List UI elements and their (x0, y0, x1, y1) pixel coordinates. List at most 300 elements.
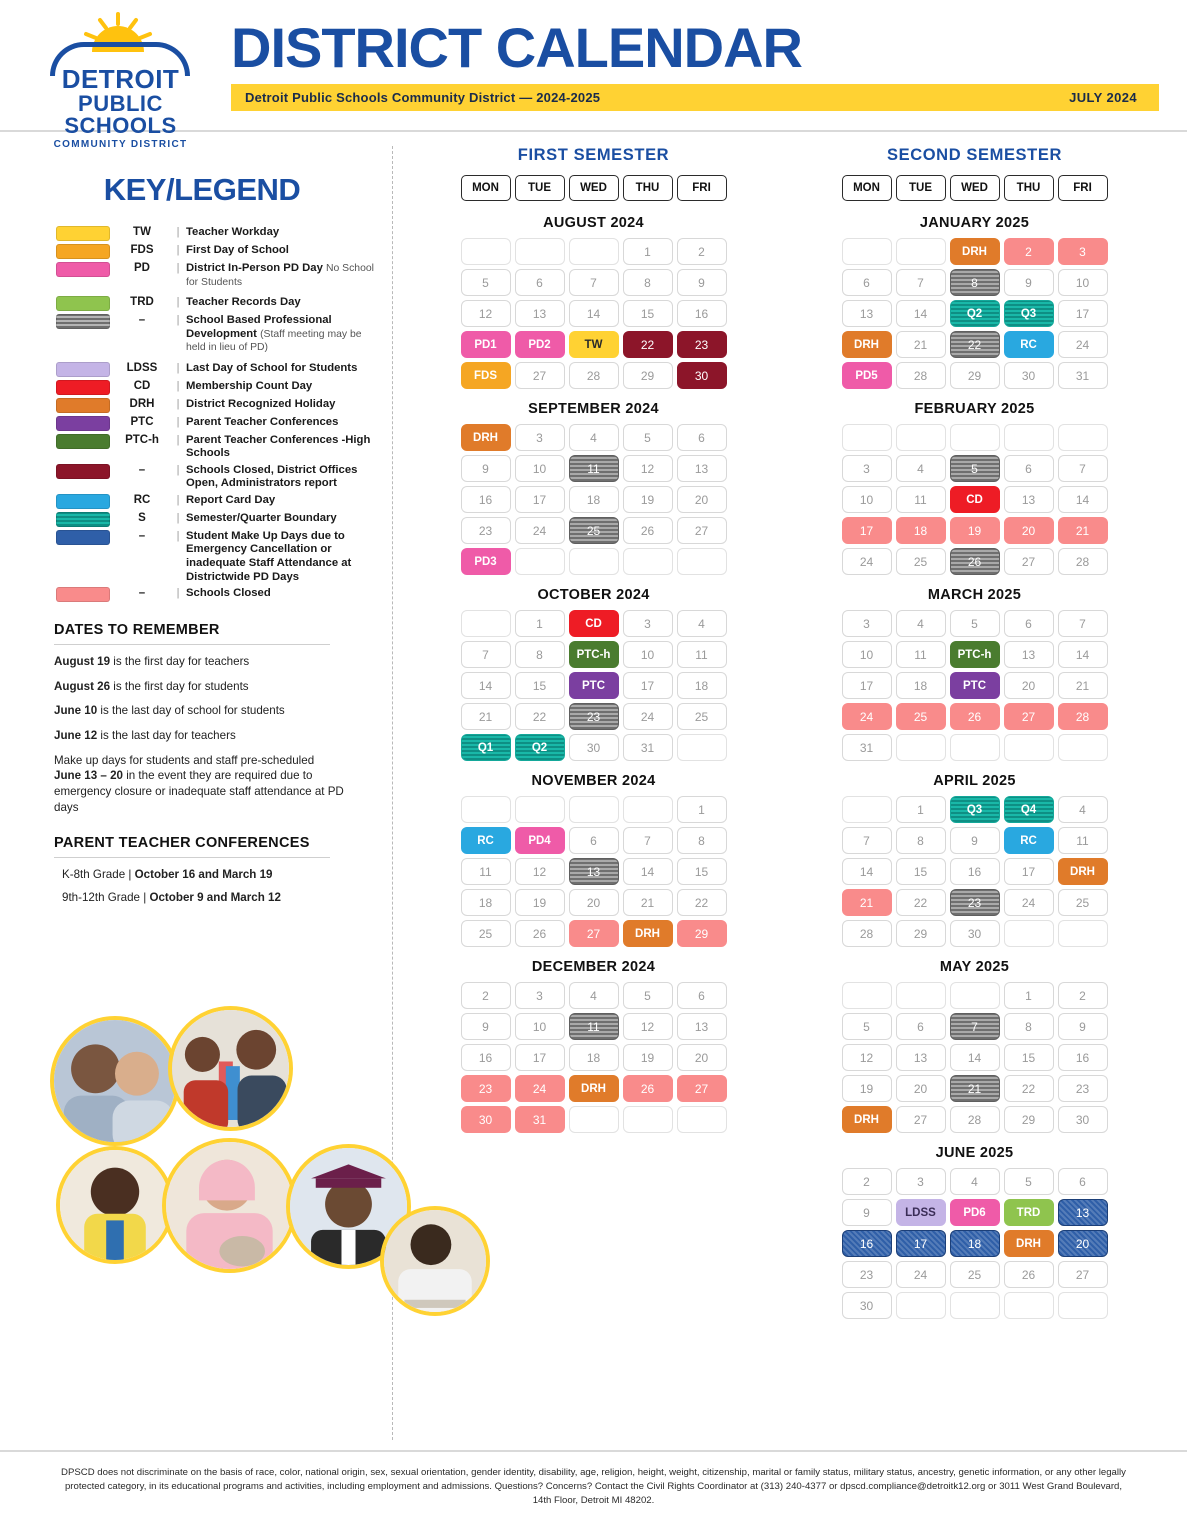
calendar-day-cell[interactable]: 7 (1058, 610, 1108, 637)
calendar-day-cell[interactable]: 22 (1004, 1075, 1054, 1102)
calendar-day-cell[interactable]: 6 (896, 1013, 946, 1040)
page-title: DISTRICT CALENDAR (231, 15, 802, 79)
calendar-day-cell[interactable]: 4 (896, 455, 946, 482)
calendar-day-cell[interactable]: 14 (842, 858, 892, 885)
calendar-day-cell[interactable]: 27 (569, 920, 619, 947)
calendar-day-cell[interactable]: 27 (677, 1075, 727, 1102)
calendar-day-cell[interactable]: 4 (950, 1168, 1000, 1195)
week-row (842, 269, 1108, 296)
calendar-day-cell[interactable]: 11 (569, 455, 619, 482)
calendar-day-cell[interactable]: 2 (677, 238, 727, 265)
calendar-day-cell[interactable]: 9 (950, 827, 1000, 854)
calendar-day-cell[interactable]: 1 (515, 610, 565, 637)
calendar-day-cell[interactable]: 22 (677, 889, 727, 916)
calendar-day-cell[interactable]: 18 (461, 889, 511, 916)
week-row (842, 1013, 1108, 1040)
month-name: JANUARY 2025 (919, 215, 1030, 231)
calendar-day-cell[interactable]: DRH (842, 1106, 892, 1133)
calendar-day-cell[interactable]: 25 (896, 703, 946, 730)
calendar-day-cell[interactable]: PTC-h (950, 641, 1000, 668)
calendar-day-cell[interactable]: 23 (950, 889, 1000, 916)
calendar-day-cell[interactable]: 25 (950, 1261, 1000, 1288)
calendar-day-cell[interactable]: 26 (515, 920, 565, 947)
calendar-day-cell[interactable]: 13 (677, 1013, 727, 1040)
calendar-day-cell[interactable]: 18 (950, 1230, 1000, 1257)
calendar-day-cell[interactable]: 13 (842, 300, 892, 327)
calendar-day-cell[interactable]: 29 (1004, 1106, 1054, 1133)
calendar-day-cell[interactable]: 9 (1004, 269, 1054, 296)
legend-code: DRH (129, 397, 155, 410)
calendar-day-cell[interactable]: 24 (1058, 331, 1108, 358)
calendar-day-cell[interactable]: 18 (569, 486, 619, 513)
calendar-day-cell[interactable]: 19 (950, 517, 1000, 544)
calendar-day-cell[interactable]: PTC (950, 672, 1000, 699)
calendar-day-cell[interactable]: 19 (842, 1075, 892, 1102)
calendar-day-cell[interactable]: 11 (461, 858, 511, 885)
calendar-day-cell[interactable]: 28 (569, 362, 619, 389)
calendar-day-cell[interactable]: FDS (461, 362, 511, 389)
calendar-day-cell[interactable]: 7 (569, 269, 619, 296)
calendar-day-cell[interactable]: 8 (623, 269, 673, 296)
calendar-day-cell[interactable]: Q4 (1004, 796, 1054, 823)
calendar-day-cell[interactable]: 23 (1058, 1075, 1108, 1102)
calendar-day-cell[interactable]: 28 (1058, 548, 1108, 575)
calendar-day-cell[interactable]: RC (1004, 827, 1054, 854)
calendar-day-cell[interactable]: 15 (677, 858, 727, 885)
calendar-day-cell[interactable]: 22 (515, 703, 565, 730)
calendar-day-cell[interactable]: 24 (842, 703, 892, 730)
calendar-day-cell[interactable]: 24 (842, 548, 892, 575)
calendar-day-cell[interactable]: 18 (677, 672, 727, 699)
logo-line-3: COMMUNITY DISTRICT (53, 139, 188, 151)
calendar-day-cell[interactable]: 28 (950, 1106, 1000, 1133)
calendar-empty-cell (1058, 920, 1108, 947)
week-row (842, 238, 1108, 265)
calendar-day-cell[interactable]: 5 (950, 455, 1000, 482)
calendar-day-cell[interactable]: 18 (896, 517, 946, 544)
calendar-day-cell[interactable]: 3 (623, 610, 673, 637)
calendar-day-cell[interactable]: 16 (842, 1230, 892, 1257)
calendar-day-cell[interactable]: 14 (1058, 486, 1108, 513)
calendar-day-cell[interactable]: 6 (515, 269, 565, 296)
calendar-day-cell[interactable]: 4 (569, 982, 619, 1009)
calendar-day-cell[interactable]: 20 (896, 1075, 946, 1102)
calendar-day-cell[interactable]: 25 (1058, 889, 1108, 916)
calendar-day-cell[interactable]: 17 (623, 672, 673, 699)
month-name: DECEMBER 2024 (531, 959, 656, 975)
calendar-day-cell[interactable]: 28 (842, 920, 892, 947)
calendar-day-cell[interactable]: RC (1004, 331, 1054, 358)
calendar-day-cell[interactable]: 11 (569, 1013, 619, 1040)
calendar-day-cell[interactable]: 14 (461, 672, 511, 699)
calendar-day-cell[interactable]: 3 (1058, 238, 1108, 265)
calendar-day-cell[interactable]: 16 (677, 300, 727, 327)
calendar-day-cell[interactable]: 14 (896, 300, 946, 327)
calendar-day-cell[interactable]: 9 (1058, 1013, 1108, 1040)
legend-swatch (56, 416, 110, 431)
calendar-day-cell[interactable]: 26 (623, 1075, 673, 1102)
legend-swatch (56, 512, 110, 527)
calendar-day-cell[interactable]: 26 (950, 703, 1000, 730)
calendar-day-cell[interactable]: 13 (896, 1044, 946, 1071)
legend-separator: | (176, 379, 180, 392)
calendar-day-cell[interactable]: 12 (623, 455, 673, 482)
calendar-day-cell[interactable]: 29 (950, 362, 1000, 389)
calendar-day-cell[interactable]: 26 (1004, 1261, 1054, 1288)
calendar-day-cell[interactable]: 7 (1058, 455, 1108, 482)
week-row (461, 982, 727, 1009)
legend-separator: | (176, 463, 180, 476)
calendar-day-cell[interactable]: 19 (623, 1044, 673, 1071)
month-name: AUGUST 2024 (543, 215, 644, 231)
legend-swatch (56, 226, 110, 241)
photo-collage (50, 1016, 380, 1316)
calendar-day-cell[interactable]: 11 (896, 641, 946, 668)
legend-separator: | (176, 397, 180, 410)
month-block (403, 959, 784, 1133)
calendar-day-cell[interactable]: 8 (677, 827, 727, 854)
calendar-day-cell[interactable]: 24 (515, 517, 565, 544)
calendar-day-cell[interactable]: 2 (1004, 238, 1054, 265)
week-row (461, 920, 727, 947)
calendar-day-cell[interactable]: 27 (896, 1106, 946, 1133)
calendar-day-cell[interactable]: 14 (1058, 641, 1108, 668)
calendar-day-cell[interactable]: 13 (1058, 1199, 1108, 1226)
calendar-day-cell[interactable]: 6 (1004, 610, 1054, 637)
calendar-day-cell[interactable]: 29 (623, 362, 673, 389)
calendar-day-cell[interactable]: 23 (842, 1261, 892, 1288)
calendar-day-cell[interactable]: 8 (1004, 1013, 1054, 1040)
calendar-day-cell[interactable]: 8 (950, 269, 1000, 296)
calendar-day-cell[interactable]: 15 (623, 300, 673, 327)
calendar-day-cell[interactable]: PTC-h (569, 641, 619, 668)
week-row (842, 1106, 1108, 1133)
calendar-day-cell[interactable]: 13 (1004, 486, 1054, 513)
calendar-day-cell[interactable]: 7 (842, 827, 892, 854)
calendar-day-cell[interactable]: 27 (1004, 548, 1054, 575)
calendar-day-cell[interactable]: 7 (896, 269, 946, 296)
calendar-day-cell[interactable]: 13 (1004, 641, 1054, 668)
calendar-day-cell[interactable]: 30 (461, 1106, 511, 1133)
week-row (461, 858, 727, 885)
month-weeks (403, 982, 784, 1133)
calendar-day-cell[interactable]: 14 (569, 300, 619, 327)
calendar-day-cell[interactable]: 11 (1058, 827, 1108, 854)
calendar-day-cell[interactable]: 5 (461, 269, 511, 296)
calendar-day-cell[interactable]: 20 (1004, 517, 1054, 544)
calendar-day-cell[interactable]: DRH (623, 920, 673, 947)
calendar-day-cell[interactable]: 6 (1058, 1168, 1108, 1195)
calendar-day-cell[interactable]: 1 (896, 796, 946, 823)
calendar-day-cell[interactable]: 27 (1058, 1261, 1108, 1288)
calendar-day-cell[interactable]: DRH (842, 331, 892, 358)
calendar-day-cell[interactable]: 13 (677, 455, 727, 482)
calendar-day-cell[interactable]: 26 (950, 548, 1000, 575)
month-weeks (784, 424, 1165, 575)
calendar-day-cell[interactable]: 3 (896, 1168, 946, 1195)
calendar-day-cell[interactable]: 5 (623, 424, 673, 451)
week-row (461, 486, 727, 513)
calendar-day-cell[interactable]: 7 (623, 827, 673, 854)
calendar-day-cell[interactable]: PD6 (950, 1199, 1000, 1226)
calendar-day-cell[interactable]: 23 (677, 331, 727, 358)
calendar-day-cell[interactable]: 15 (1004, 1044, 1054, 1071)
calendar-day-cell[interactable]: 24 (1004, 889, 1054, 916)
calendar-day-cell[interactable]: 9 (461, 1013, 511, 1040)
calendar-day-cell[interactable]: 12 (623, 1013, 673, 1040)
legend-description: Semester/Quarter Boundary (186, 511, 337, 524)
calendar-day-cell[interactable]: 29 (677, 920, 727, 947)
calendar-day-cell[interactable]: TRD (1004, 1199, 1054, 1226)
calendar-day-cell[interactable]: 11 (677, 641, 727, 668)
calendar-day-cell[interactable]: 9 (842, 1199, 892, 1226)
calendar-day-cell[interactable]: 25 (896, 548, 946, 575)
calendar-day-cell[interactable]: 16 (1058, 1044, 1108, 1071)
calendar-day-cell[interactable]: 27 (515, 362, 565, 389)
calendar-day-cell[interactable]: 10 (842, 641, 892, 668)
calendar-empty-cell (1004, 1292, 1054, 1319)
calendar-day-cell[interactable]: 21 (842, 889, 892, 916)
calendar-day-cell[interactable]: 21 (1058, 517, 1108, 544)
calendar-day-cell[interactable]: DRH (569, 1075, 619, 1102)
calendar-day-cell[interactable]: 15 (896, 858, 946, 885)
calendar-day-cell[interactable]: 12 (461, 300, 511, 327)
legend-description: Teacher Workday (186, 226, 280, 238)
calendar-day-cell[interactable]: 1 (1004, 982, 1054, 1009)
calendar-day-cell[interactable]: 19 (515, 889, 565, 916)
calendar-day-cell[interactable]: 2 (461, 982, 511, 1009)
legend-item (22, 464, 382, 491)
calendar-empty-cell (950, 982, 1000, 1009)
calendar-day-cell[interactable]: 23 (461, 517, 511, 544)
calendar-day-cell[interactable]: 17 (896, 1230, 946, 1257)
legend-item (22, 587, 382, 602)
calendar-day-cell[interactable]: Q1 (461, 734, 511, 761)
calendar-day-cell[interactable]: 2 (842, 1168, 892, 1195)
calendar-day-cell[interactable]: 17 (1058, 300, 1108, 327)
calendar-day-cell[interactable]: 3 (515, 424, 565, 451)
calendar-day-cell[interactable]: DRH (1058, 858, 1108, 885)
calendar-empty-cell (1004, 920, 1054, 947)
calendar-day-cell[interactable]: 23 (461, 1075, 511, 1102)
calendar-day-cell[interactable]: 21 (896, 331, 946, 358)
calendar-day-cell[interactable]: 1 (623, 238, 673, 265)
calendar-day-cell[interactable]: 20 (569, 889, 619, 916)
calendar-day-cell[interactable]: 7 (461, 641, 511, 668)
month-name: FEBRUARY 2025 (914, 401, 1035, 417)
calendar-day-cell[interactable]: 4 (896, 610, 946, 637)
calendar-day-cell[interactable]: 10 (623, 641, 673, 668)
calendar-day-cell[interactable]: 12 (842, 1044, 892, 1071)
calendar-day-cell[interactable]: 17 (515, 486, 565, 513)
calendar-empty-cell (896, 238, 946, 265)
calendar-day-cell[interactable]: 21 (461, 703, 511, 730)
legend-item (22, 244, 382, 259)
date-to-remember: August 26 is the first day for students (54, 679, 249, 693)
calendar-day-cell[interactable]: 9 (677, 269, 727, 296)
calendar-day-cell[interactable]: 13 (569, 858, 619, 885)
week-row (842, 1199, 1108, 1226)
calendar-day-cell[interactable]: PD1 (461, 331, 511, 358)
calendar-day-cell[interactable]: PD4 (515, 827, 565, 854)
calendar-day-cell[interactable]: 7 (950, 1013, 1000, 1040)
calendar-day-cell[interactable]: 27 (677, 517, 727, 544)
calendar-day-cell[interactable]: DRH (950, 238, 1000, 265)
calendar-day-cell[interactable]: 6 (1004, 455, 1054, 482)
calendar-day-cell[interactable]: 21 (1058, 672, 1108, 699)
calendar-day-cell[interactable]: 6 (569, 827, 619, 854)
calendar-day-cell[interactable]: PD5 (842, 362, 892, 389)
week-row (461, 734, 727, 761)
calendar-day-cell[interactable]: 4 (1058, 796, 1108, 823)
week-row (461, 672, 727, 699)
calendar-day-cell[interactable]: 17 (842, 672, 892, 699)
legend-code: – (138, 529, 146, 542)
calendar-day-cell[interactable]: DRH (1004, 1230, 1054, 1257)
calendar-day-cell[interactable]: RC (461, 827, 511, 854)
month-weeks (403, 424, 784, 575)
calendar-day-cell[interactable]: 31 (515, 1106, 565, 1133)
calendar-day-cell[interactable]: 23 (569, 703, 619, 730)
calendar-day-cell[interactable]: 24 (515, 1075, 565, 1102)
calendar-day-cell[interactable]: 30 (950, 920, 1000, 947)
calendar-day-cell[interactable]: Q3 (1004, 300, 1054, 327)
calendar-day-cell[interactable]: 28 (896, 362, 946, 389)
calendar-day-cell[interactable]: Q2 (950, 300, 1000, 327)
calendar-day-cell[interactable]: 9 (461, 455, 511, 482)
calendar-day-cell[interactable]: 16 (461, 1044, 511, 1071)
calendar-day-cell[interactable]: PD2 (515, 331, 565, 358)
calendar-day-cell[interactable]: 11 (896, 486, 946, 513)
calendar-day-cell[interactable]: 3 (842, 610, 892, 637)
calendar-day-cell[interactable]: 25 (461, 920, 511, 947)
calendar-day-cell[interactable]: 20 (677, 486, 727, 513)
calendar-day-cell[interactable]: 14 (623, 858, 673, 885)
calendar-day-cell[interactable]: 10 (842, 486, 892, 513)
day-of-week-cell: THU (623, 175, 673, 201)
calendar-day-cell[interactable]: 30 (842, 1292, 892, 1319)
calendar-day-cell[interactable]: Q2 (515, 734, 565, 761)
legend-separator: | (176, 511, 180, 524)
calendar-day-cell[interactable]: 25 (569, 517, 619, 544)
calendar-day-cell[interactable]: 16 (461, 486, 511, 513)
calendar-day-cell[interactable]: 31 (1058, 362, 1108, 389)
legend-description: School Based Professional Development (Staff meeting may be held in lieu of PD) (186, 314, 362, 354)
calendar-day-cell[interactable]: 26 (623, 517, 673, 544)
calendar-day-cell[interactable]: Q3 (950, 796, 1000, 823)
calendar-day-cell[interactable]: 31 (623, 734, 673, 761)
calendar-day-cell[interactable]: 18 (896, 672, 946, 699)
calendar-day-cell[interactable]: 8 (896, 827, 946, 854)
calendar-day-cell[interactable]: 30 (1058, 1106, 1108, 1133)
calendar-day-cell[interactable]: 30 (569, 734, 619, 761)
calendar-day-cell[interactable]: PD3 (461, 548, 511, 575)
calendar-day-cell[interactable]: 10 (1058, 269, 1108, 296)
calendar-day-cell[interactable]: 20 (677, 1044, 727, 1071)
calendar-day-cell[interactable]: 6 (677, 424, 727, 451)
legend-swatch (56, 244, 110, 259)
calendar-day-cell[interactable]: 17 (515, 1044, 565, 1071)
legend-code: LDSS (126, 361, 158, 374)
calendar-day-cell[interactable]: 8 (515, 641, 565, 668)
calendar-day-cell[interactable]: 14 (950, 1044, 1000, 1071)
calendar-day-cell[interactable]: 22 (623, 331, 673, 358)
calendar-day-cell[interactable]: 6 (677, 982, 727, 1009)
calendar-day-cell[interactable]: TW (569, 331, 619, 358)
calendar-day-cell[interactable]: 28 (1058, 703, 1108, 730)
calendar-day-cell[interactable]: 4 (569, 424, 619, 451)
dpscd-logo (28, 6, 213, 151)
legend-list (22, 226, 382, 602)
legend-code: TW (133, 226, 151, 238)
calendar-empty-cell (569, 238, 619, 265)
calendar-day-cell[interactable]: 27 (1004, 703, 1054, 730)
calendar-day-cell[interactable]: 17 (842, 517, 892, 544)
calendar-day-cell[interactable]: 30 (677, 362, 727, 389)
calendar-day-cell[interactable]: 6 (842, 269, 892, 296)
legend-separator: | (176, 226, 180, 238)
week-row (842, 858, 1108, 885)
calendar-day-cell[interactable]: 5 (950, 610, 1000, 637)
calendar-day-cell[interactable]: LDSS (896, 1199, 946, 1226)
calendar-empty-cell (950, 734, 1000, 761)
month-weeks (784, 796, 1165, 947)
calendar-day-cell[interactable]: 3 (515, 982, 565, 1009)
calendar-day-cell[interactable]: 5 (842, 1013, 892, 1040)
calendar-day-cell[interactable]: 17 (1004, 858, 1054, 885)
calendar-day-cell[interactable]: 10 (515, 1013, 565, 1040)
calendar-day-cell[interactable]: 2 (1058, 982, 1108, 1009)
calendar-day-cell[interactable]: 22 (896, 889, 946, 916)
calendar-day-cell[interactable]: 21 (950, 1075, 1000, 1102)
legend-code: PTC-h (125, 433, 159, 446)
calendar-day-cell[interactable]: 30 (1004, 362, 1054, 389)
calendar-day-cell[interactable]: 16 (950, 858, 1000, 885)
calendar-day-cell[interactable]: 5 (623, 982, 673, 1009)
day-of-week-cell: FRI (677, 175, 727, 201)
calendar-day-cell[interactable]: CD (569, 610, 619, 637)
calendar-day-cell[interactable]: CD (950, 486, 1000, 513)
day-of-week-header (403, 175, 784, 201)
calendar-day-cell[interactable]: 19 (623, 486, 673, 513)
dates-to-remember-title: DATES TO REMEMBER (54, 622, 330, 645)
calendar-day-cell[interactable]: 5 (1004, 1168, 1054, 1195)
calendar-day-cell[interactable]: 24 (896, 1261, 946, 1288)
calendar-day-cell[interactable]: 18 (569, 1044, 619, 1071)
calendar-day-cell[interactable]: 21 (623, 889, 673, 916)
calendar-day-cell[interactable]: 25 (677, 703, 727, 730)
calendar-day-cell[interactable]: 13 (515, 300, 565, 327)
calendar-day-cell[interactable]: 20 (1004, 672, 1054, 699)
page-footer (0, 1450, 1187, 1536)
calendar-day-cell[interactable]: DRH (461, 424, 511, 451)
calendar-day-cell[interactable]: 1 (677, 796, 727, 823)
calendar-day-cell[interactable]: 15 (515, 672, 565, 699)
calendar-day-cell[interactable]: PTC (569, 672, 619, 699)
calendar-day-cell[interactable]: 4 (677, 610, 727, 637)
calendar-day-cell[interactable]: 24 (623, 703, 673, 730)
calendar-day-cell[interactable]: 31 (842, 734, 892, 761)
calendar-empty-cell (1004, 734, 1054, 761)
calendar-day-cell[interactable]: 20 (1058, 1230, 1108, 1257)
calendar-day-cell[interactable]: 10 (515, 455, 565, 482)
legend-item (22, 362, 382, 377)
calendar-day-cell[interactable]: 29 (896, 920, 946, 947)
calendar-day-cell[interactable]: 3 (842, 455, 892, 482)
calendar-day-cell[interactable]: 12 (515, 858, 565, 885)
calendar-day-cell[interactable]: 22 (950, 331, 1000, 358)
legend-item (22, 530, 382, 584)
